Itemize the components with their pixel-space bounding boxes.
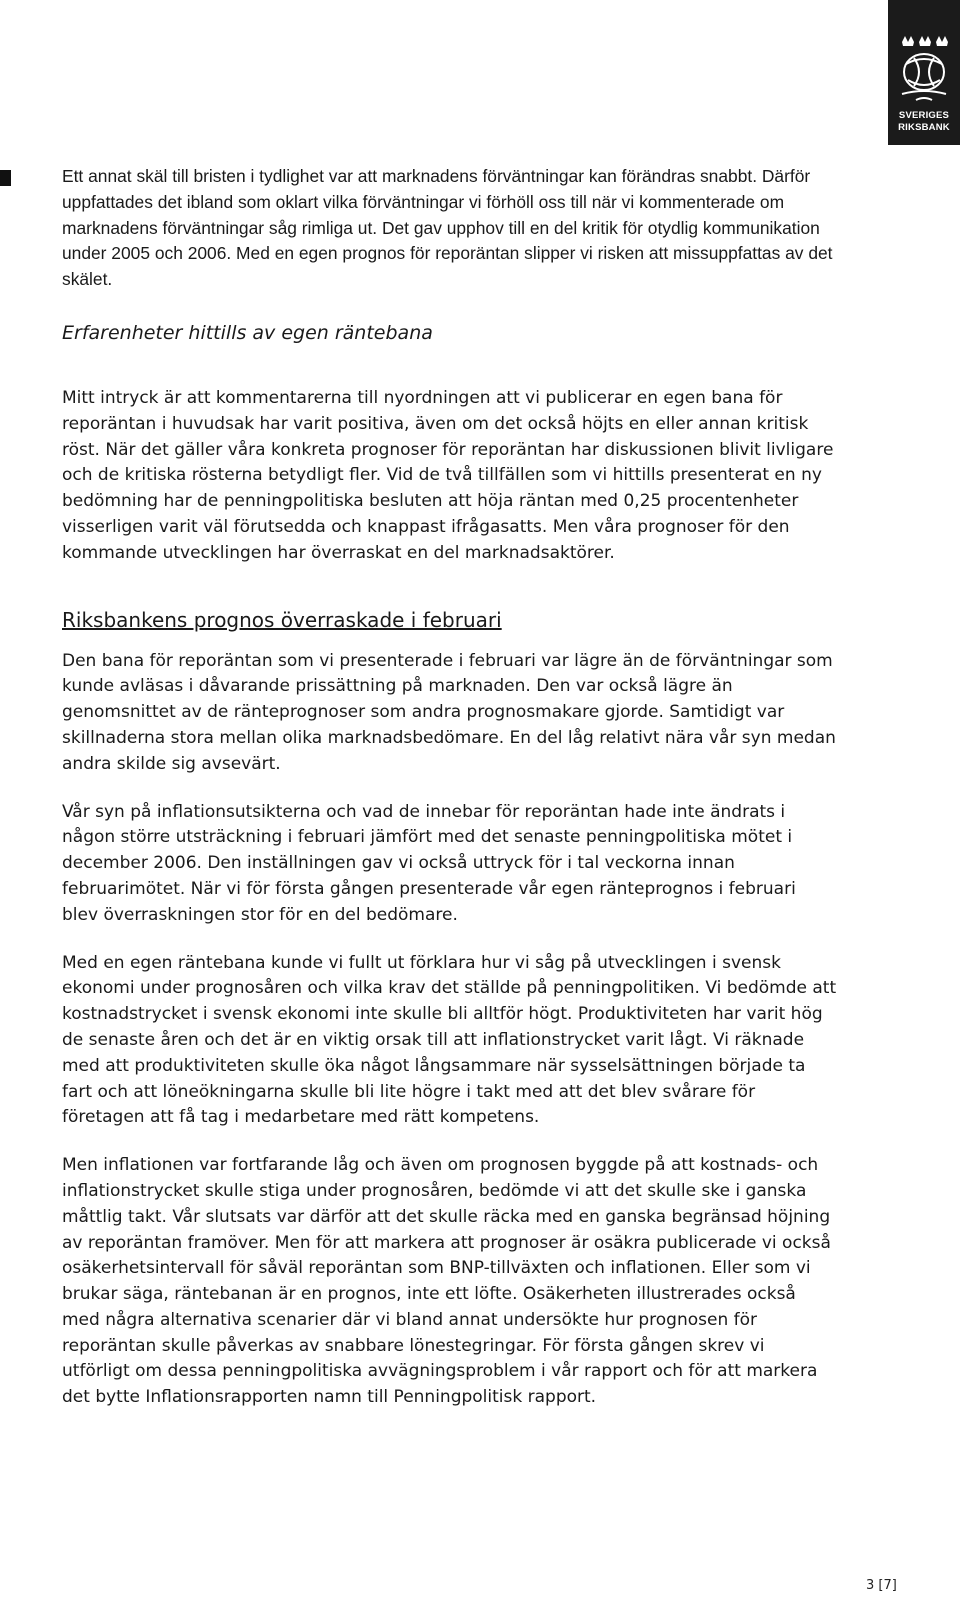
paragraph-february-1: Den bana för reporäntan som vi presenterade i februari var lägre än de förväntningar som kunde avläsas i dåvarande prissättning på marknaden. Den var också lägre än genomsnittet av de ränteprognoser som andra prognosmakare gjorde. Samtidigt var skillnaderna stora mellan olika marknadsbedömare. En del låg relativt nära vår syn medan andra skilde sig avsevärt. <box>62 650 836 774</box>
section-heading-february: Riksbankens prognos överraskade i februari <box>62 607 502 632</box>
logo-wordmark <box>888 110 960 134</box>
paragraph-february-4: Men inflationen var fortfarande låg och även om prognosen byggde på att kostnads- och inflationstrycket skulle stiga under prognosåren, bedömde vi att det skulle ske i ganska måttlig takt. Vår slutsats var därför att det skulle räcka med en ganska begränsad höjning av reporäntan framöver. Men för att markera att prognoser är osäkra publicerade vi också osäkerhetsintervall för såväl reporäntan som BNP-tillväxten och inflationen. Eller som vi brukar säga, räntebanan är en prognos, inte ett löfte. Osäkerheten illustrerades också med några alternativa scenarier där vi bland annat undersökte hur prognosen för reporäntan skulle påverkas av snabbare lönestegringar. För första gången skrev vi utförligt om dessa penningpolitiska avvägningsproblem i vår rapport och för att markera det bytte Inflationsrapporten namn till Penningpolitisk rapport. <box>62 1155 831 1408</box>
document-body <box>62 164 837 1411</box>
page-number: 3 [7] <box>866 1578 897 1593</box>
paragraph-february-2: Vår syn på inflationsutsikterna och vad de innebar för reporäntan hade inte ändrats i någon större utsträckning i februari jämfört med det senaste penningpolitiska mötet i december 2006. Den inställningen gav vi också uttryck för i tal veckorna innan februarimötet. När vi för första gången presenterade vår egen ränteprognos i februari blev överraskningen stor för en del bedömare. <box>62 801 796 925</box>
paragraph-february-3: Med en egen räntebana kunde vi fullt ut förklara hur vi såg på utvecklingen i svensk ekonomi under prognosåren och vilka krav det ställde på penningpolitiken. Vi bedömde att kostnadstrycket i svensk ekonomi inte skulle bli alltför högt. Produktiviteten har varit hög de senaste åren och det är en viktig orsak till att inflationstrycket varit lågt. Vi räknade med att produktiviteten skulle öka något långsammare när sysselsättningen började ta fart och att löneökningarna skulle bli lite högre i takt med att det blev svårare för företagen att få tag i medarbetare med rätt kompetens. <box>62 952 837 1128</box>
section-marker <box>0 170 11 186</box>
paragraph-experience: Mitt intryck är att kommentarerna till nyordningen att vi publicerar en egen bana för reporäntan i huvudsak har varit positiva, även om det också höjts en eller annan kritisk röst. När det gäller våra konkreta prognoser för reporäntan har diskussionen blivit livligare och de kritiska rösterna betydligt fler. Vid de två tillfällen som vi hittills presenterat en ny bedömning har de penningpolitiska besluten att höja räntan med 0,25 procentenheter visserligen varit väl förutsedda och knappast ifrågasatts. Men våra prognoser för den kommande utvecklingen har överraskat en del marknadsaktörer. <box>62 387 834 563</box>
intro-paragraph: Ett annat skäl till bristen i tydlighet var att marknadens förväntningar kan förändras snabbt. Därför uppfattades det ibland som oklart vilka förväntningar vi förhöll oss till när vi kommenterade om marknadens förväntningar såg rimliga ut. Det gav upphov till en del kritik för otydlig kommunikation under 2005 och 2006. Med en egen prognos för reporäntan slipper vi risken att missuppfattas av det skälet. <box>62 166 833 290</box>
crown-emblem-icon <box>894 34 954 106</box>
riksbank-logo <box>888 0 960 145</box>
section-heading-experience: Erfarenheter hittills av egen räntebana <box>62 321 433 344</box>
logo-line-2: RIKSBANK <box>898 122 950 133</box>
logo-line-1: SVERIGES <box>898 110 950 121</box>
